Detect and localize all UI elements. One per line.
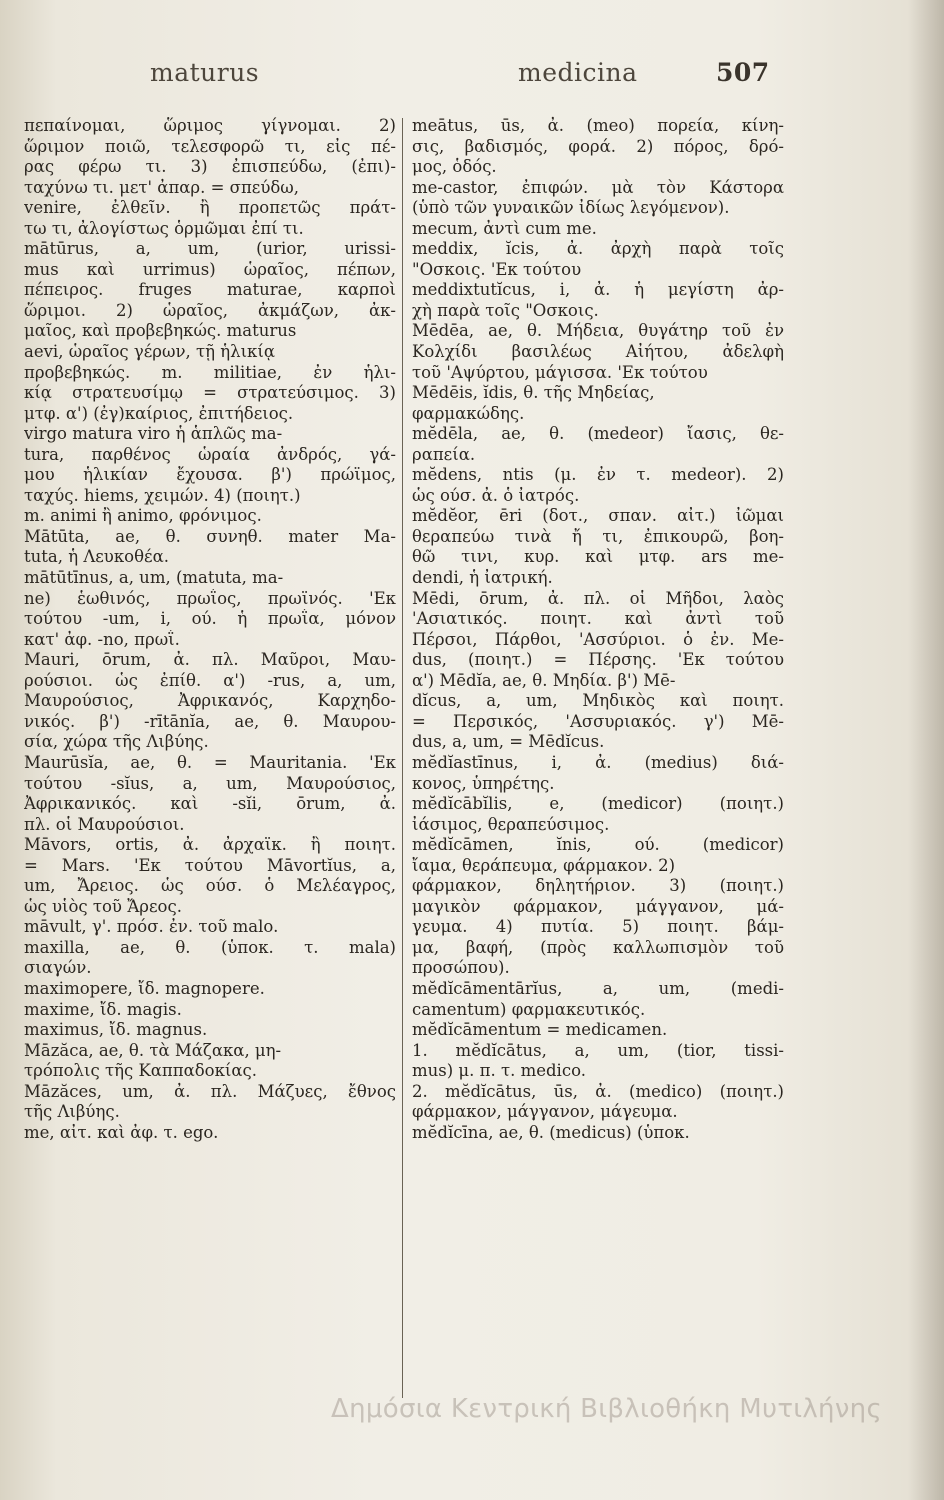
right-guide-word: medicina xyxy=(518,58,638,87)
dictionary-line: ὥριμοι. 2) ὡραῖος, ἀκμάζων, ἀκ- xyxy=(24,300,396,320)
dictionary-line: Maurūsĭa, ae, θ. = Mauritania. 'Εκ xyxy=(24,752,396,772)
dictionary-line: κατ' ἀφ. -no, πρωΐ. xyxy=(24,629,180,649)
dictionary-line: meātus, ūs, ἀ. (meo) πορεία, κίνη- xyxy=(412,116,784,135)
dictionary-line: aevi, ὡραῖος γέρων, τῇ ἡλικίᾳ xyxy=(24,342,275,362)
column-divider xyxy=(402,118,403,1398)
dictionary-line: (ὑπὸ τῶν γυναικῶν ἰδίως λεγόμενον). xyxy=(412,198,730,218)
dictionary-line: μου ἡλικίαν ἔχουσα. β') πρώϊμος, xyxy=(24,465,396,485)
dictionary-line: θῶ τινι, κυρ. καὶ μτφ. ars me- xyxy=(412,547,784,567)
dictionary-line: μαγικὸν φάρμακον, μάγγανον, μά- xyxy=(412,896,784,916)
dictionary-line: dus, a, um, = Mēdĭcus. xyxy=(412,732,605,752)
dictionary-line: μος, ὁδός. xyxy=(412,157,497,177)
dictionary-line: πέπειρος. fruges maturae, καρποὶ xyxy=(24,280,396,300)
dictionary-line: camentum) φαρμακευτικός. xyxy=(412,999,646,1019)
dictionary-line: um, Ἄρειος. ὡς ούσ. ὁ Μελέαγρος, xyxy=(24,876,396,896)
dictionary-line: "Οσκοις. 'Εκ τούτου xyxy=(412,259,582,279)
page-header xyxy=(0,58,944,98)
dictionary-line: τοῦ 'Αψύρτου, μάγισσα. 'Εκ τούτου xyxy=(412,362,708,382)
dictionary-line: Māzăces, um, ἀ. πλ. Μάζυες, ἔθνος xyxy=(24,1081,396,1101)
dictionary-line: τῆς Λιβύης. xyxy=(24,1102,120,1122)
dictionary-line: μτφ. α') (ἐγ)καίριος, ἐπιτήδειος. xyxy=(24,403,294,423)
dictionary-line: ταχύνω τι. μετ' ἀπαρ. = σπεύδω, xyxy=(24,177,300,197)
dictionary-line: mĕdĭcābĭlis, e, (medicor) (ποιητ.) xyxy=(412,794,784,814)
dictionary-line: χὴ παρὰ τοῖς "Οσκοις. xyxy=(412,300,599,320)
dictionary-line: σιαγών. xyxy=(24,958,92,978)
dictionary-line: Μαυρούσιος, Ἀφρικανός, Καρχηδο- xyxy=(24,691,396,711)
dictionary-line: προβεβηκώς. m. militiae, ἐν ἡλι- xyxy=(24,362,396,382)
dictionary-line: mātūtīnus, a, um, (matuta, ma- xyxy=(24,568,284,588)
dictionary-line: προσώπου). xyxy=(412,958,510,978)
dictionary-line: φάρμακον, δηλητήριον. 3) (ποιητ.) xyxy=(412,876,784,896)
left-column xyxy=(24,116,396,1143)
dictionary-line: γευμα. 4) πυτία. 5) ποιητ. βάμ- xyxy=(412,917,784,937)
dictionary-line: Κολχίδι βασιλέως Αἰήτου, ἀδελφὴ xyxy=(412,342,784,362)
dictionary-line: τρόπολις τῆς Καππαδοκίας. xyxy=(24,1061,258,1081)
dictionary-line: 1. mĕdĭcātus, a, um, (tior, tissi- xyxy=(412,1040,784,1060)
library-watermark: Δημόσια Κεντρική Βιβλιοθήκη Μυτιλήνης xyxy=(331,1394,882,1424)
dictionary-line: Mēdi, ōrum, ἀ. πλ. οἱ Μῆδοι, λαὸς xyxy=(412,588,784,608)
dictionary-line: ρας φέρω τι. 3) ἐπισπεύδω, (ἐπι)- xyxy=(24,157,396,177)
dictionary-line: mĕdĭcāmentum = medicamen. xyxy=(412,1020,668,1040)
dictionary-line: virgo matura viro ἡ ἁπλῶς ma- xyxy=(24,424,283,444)
dictionary-line: mĕdĭcāmen, ĭnis, ού. (medicor) xyxy=(412,835,784,855)
dictionary-line: σις, βαδισμός, φορά. 2) πόρος, δρό- xyxy=(412,136,784,156)
dictionary-line: mecum, ἀντὶ cum me. xyxy=(412,218,597,238)
dictionary-line: dĭcus, a, um, Μηδικὸς καὶ ποιητ. xyxy=(412,691,784,711)
dictionary-line: Mātūta, ae, θ. συνηθ. mater Ma- xyxy=(24,526,396,546)
dictionary-line: mĕdĭcāmentārĭus, a, um, (medi- xyxy=(412,978,784,998)
dictionary-line: κονος, ὑπηρέτης. xyxy=(412,773,555,793)
left-guide-word: maturus xyxy=(150,58,260,87)
page-edge-shadow xyxy=(908,0,944,1500)
dictionary-line: κίᾳ στρατευσίμῳ = στρατεύσιμος. 3) xyxy=(24,383,396,403)
dictionary-line: νικός. β') -rītānĭa, ae, θ. Μαυρου- xyxy=(24,711,396,731)
dictionary-line: Mauri, ōrum, ἀ. πλ. Μαῦροι, Μαυ- xyxy=(24,650,396,670)
dictionary-line: = Περσικός, 'Ασσυριακός. γ') Mē- xyxy=(412,711,784,731)
dictionary-line: τούτου -um, i, ού. ἡ πρωΐα, μόνον xyxy=(24,609,396,629)
dictionary-line: 'Ασιατικός. ποιητ. καὶ ἀντὶ τοῦ xyxy=(412,609,784,629)
dictionary-line: Mēdēa, ae, θ. Μήδεια, θυγάτηρ τοῦ ἐν xyxy=(412,321,784,341)
dictionary-line: ταχύς. hiems, χειμών. 4) (ποιητ.) xyxy=(24,485,301,505)
dictionary-line: πεπαίνομαι, ὥριμος γίγνομαι. 2) xyxy=(24,116,396,135)
dictionary-line: maximus, ἴδ. magnus. xyxy=(24,1020,208,1040)
dictionary-line: meddix, ĭcis, ἀ. ἀρχὴ παρὰ τοῖς xyxy=(412,239,784,259)
dictionary-line: mĕdĭastīnus, i, ἀ. (medius) διά- xyxy=(412,752,784,772)
dictionary-line: mus) μ. π. τ. medico. xyxy=(412,1061,586,1081)
dictionary-line: Māzăca, ae, θ. τὰ Μάζακα, μη- xyxy=(24,1040,282,1060)
dictionary-line: τούτου -sĭus, a, um, Μαυρούσιος, xyxy=(24,773,396,793)
dictionary-line: φάρμακον, μάγγανον, μάγευμα. xyxy=(412,1102,678,1122)
dictionary-line: meddixtutĭcus, i, ἀ. ἡ μεγίστη ἀρ- xyxy=(412,280,784,300)
dictionary-line: m. animi ἢ animo, φρόνιμος. xyxy=(24,506,262,526)
dictionary-line: ἰάσιμος, θεραπεύσιμος. xyxy=(412,814,610,834)
dictionary-line: mus καὶ urrimus) ὡραῖος, πέπων, xyxy=(24,259,396,279)
dictionary-line: ὡς υἱὸς τοῦ Ἄρεος. xyxy=(24,896,182,916)
dictionary-line: tura, παρθένος ὡραία ἀνδρός, γά- xyxy=(24,444,396,464)
dictionary-line: mĕdĭcīna, ae, θ. (medicus) (ὑποκ. xyxy=(412,1122,690,1142)
dictionary-line: Ἀφρικανικός. καὶ -sĭi, ōrum, ἀ. xyxy=(24,794,396,814)
dictionary-line: α') Mēdĭa, ae, θ. Μηδία. β') Mē- xyxy=(412,670,676,690)
dictionary-line: mĕdēla, ae, θ. (medeor) ἴασις, θε- xyxy=(412,424,784,444)
page-number: 507 xyxy=(716,58,770,87)
dictionary-line: maxime, ἴδ. magis. xyxy=(24,999,182,1019)
dictionary-line: τω τι, ἀλογίστως ὁρμῶμαι ἐπί τι. xyxy=(24,218,304,238)
dictionary-line: dus, (ποιητ.) = Πέρσης. 'Εκ τούτου xyxy=(412,650,784,670)
dictionary-line: φαρμακώδης. xyxy=(412,403,525,423)
dictionary-line: Māvors, ortis, ἀ. ἀρχαϊκ. ἢ ποιητ. xyxy=(24,835,396,855)
dictionary-line: 2. mĕdĭcātus, ūs, ἀ. (medico) (ποιητ.) xyxy=(412,1081,784,1101)
dictionary-line: maximopere, ἴδ. magnopere. xyxy=(24,978,265,998)
dictionary-line: ραπεία. xyxy=(412,444,476,464)
dictionary-line: Mēdēis, ĭdis, θ. τῆς Μηδείας, xyxy=(412,383,655,403)
dictionary-line: ne) ἑωθινός, πρωΐος, πρωϊνός. 'Εκ xyxy=(24,588,396,608)
dictionary-line: σία, χώρα τῆς Λιβύης. xyxy=(24,732,209,752)
dictionary-line: θεραπεύω τινὰ ἤ τι, ἐπικουρῶ, βοη- xyxy=(412,526,784,546)
dictionary-line: πλ. οἱ Μαυρούσιοι. xyxy=(24,814,185,834)
dictionary-line: mĕdĕor, ēri (δοτ., σπαν. αἰτ.) ἰῶμαι xyxy=(412,506,784,526)
dictionary-line: mātūrus, a, um, (urior, urissi- xyxy=(24,239,396,259)
dictionary-line: ὡς ούσ. ἀ. ὁ ἰατρός. xyxy=(412,485,580,505)
dictionary-line: me-castor, ἐπιφών. μὰ τὸν Κάστορα xyxy=(412,177,784,197)
dictionary-line: = Mars. 'Εκ τούτου Māvortĭus, a, xyxy=(24,855,396,875)
dictionary-line: mĕdens, ntis (μ. ἐν τ. medeor). 2) xyxy=(412,465,784,485)
dictionary-line: tuta, ἡ Λευκοθέα. xyxy=(24,547,169,567)
dictionary-line: dendi, ἡ ἰατρική. xyxy=(412,568,553,588)
dictionary-line: me, αἰτ. καὶ ἀφ. τ. ego. xyxy=(24,1122,219,1142)
dictionary-line: Πέρσοι, Πάρθοι, 'Ασσύριοι. ὁ ἐν. Me- xyxy=(412,629,784,649)
dictionary-line: venire, ἐλθεῖν. ἢ προπετῶς πράτ- xyxy=(24,198,396,218)
dictionary-line: ὥριμον ποιῶ, τελεσφορῶ τι, εἰς πέ- xyxy=(24,136,396,156)
dictionary-line: maxilla, ae, θ. (ὑποκ. τ. mala) xyxy=(24,937,396,957)
dictionary-line: μα, βαφή, (πρὸς καλλωπισμὸν τοῦ xyxy=(412,937,784,957)
dictionary-line: ἴαμα, θεράπευμα, φάρμακον. 2) xyxy=(412,855,676,875)
right-column xyxy=(412,116,784,1143)
dictionary-line: māvult, γ'. πρόσ. ἐν. τοῦ malo. xyxy=(24,917,279,937)
dictionary-line: μαῖος, καὶ προβεβηκώς. maturus xyxy=(24,321,297,341)
dictionary-line: ρούσιοι. ὡς ἐπίθ. α') -rus, a, um, xyxy=(24,670,396,690)
